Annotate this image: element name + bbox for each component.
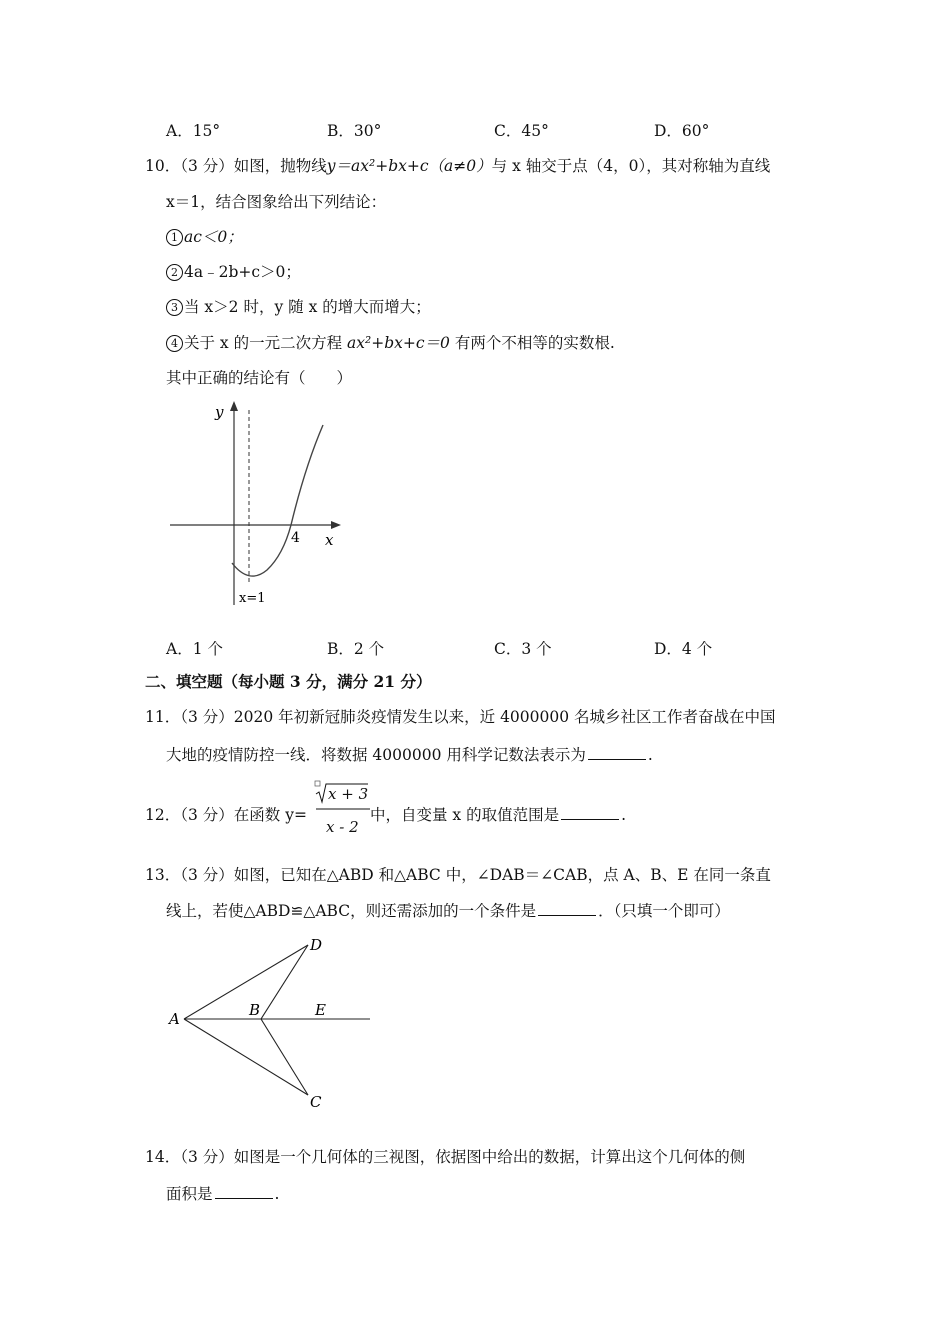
x-axis-arrow: [331, 521, 341, 529]
circle-number-1: 1: [166, 229, 183, 246]
q9-option-a: A．15°: [166, 122, 221, 140]
label-e: E: [315, 1001, 326, 1019]
segment-bd: [261, 945, 308, 1019]
label-a: A: [169, 1010, 180, 1028]
q14-line2: 面积是 .: [166, 1185, 280, 1203]
circle-number-3: 3: [166, 299, 183, 316]
q12-denominator: x - 2: [326, 818, 359, 836]
q13-line1: 13．（3 分）如图，已知在△ABD 和△ABC 中，∠DAB＝∠CAB，点 A、B、E 在同一条直: [145, 866, 771, 884]
section-2-heading: 二、填空题（每小题 3 分，满分 21 分）: [145, 672, 432, 691]
answer-blank: [538, 901, 596, 916]
q10-conclusion-3: 3 当 x＞2 时，y 随 x 的增大而增大；: [166, 297, 431, 317]
q10-conclusion-4: 4 关于 x 的一元二次方程 ax²+bx+c＝0 有两个不相等的实数根.: [166, 333, 615, 353]
x-axis-label: x: [325, 531, 334, 549]
symmetry-axis-label: x=1: [239, 591, 266, 606]
segment-ad: [184, 945, 308, 1019]
q10-mid: 与 x 轴交于点（4，0），其对称轴为直线: [491, 157, 771, 175]
q14-line1: 14．（3 分）如图是一个几何体的三视图，依据图中给出的数据，计算出这个几何体的侧: [145, 1148, 746, 1166]
label-b: B: [249, 1001, 261, 1019]
q11-line1: 11．（3 分）2020 年初新冠肺炎疫情发生以来，近 4000000 名城乡社区工作者奋战在中国: [145, 708, 776, 726]
answer-blank: [588, 745, 646, 760]
q10-head: 10．（3 分）如图，抛物线: [145, 157, 327, 175]
q10-line1: [145, 156, 770, 176]
q10-option-a: A．1 个: [166, 640, 223, 658]
q10-conclusion-1: 1 ac＜0；: [166, 227, 243, 247]
q12-numerator: x + 3: [328, 785, 369, 803]
q11-line2: 大地的疫情防控一线．将数据 4000000 用科学记数法表示为 .: [166, 746, 653, 764]
q10-option-c: C．3 个: [494, 640, 552, 658]
y-axis-arrow: [230, 401, 238, 411]
label-c: C: [310, 1093, 322, 1111]
q10-conclusion-2: 2 4a﹣2b+c＞0；: [166, 262, 301, 282]
segment-ac: [184, 1019, 308, 1095]
segment-bc: [261, 1019, 308, 1095]
q10-option-b: B．2 个: [327, 640, 385, 658]
q12-fraction: [310, 780, 372, 842]
q12-post: 中，自变量 x 的取值范围是 .: [370, 806, 627, 824]
label-d: D: [310, 936, 323, 954]
answer-blank: [215, 1184, 273, 1199]
q10-equation: y＝ax²+bx+c（a≠0）: [326, 157, 492, 175]
q10-question: 其中正确的结论有（ ）: [166, 369, 353, 387]
q10-line2: x＝1，结合图象给出下列结论：: [166, 193, 387, 211]
q13-line2: 线上，若使△ABD≌△ABC，则还需添加的一个条件是 ．（只填一个即可）: [166, 902, 730, 920]
circle-number-2: 2: [166, 264, 183, 281]
y-axis-label: y: [215, 403, 224, 421]
answer-blank: [561, 805, 619, 820]
q12-pre: 12．（3 分）在函数 y=: [145, 806, 307, 824]
root-label: 4: [291, 530, 300, 546]
parabola-graph: [165, 395, 355, 610]
q9-option-b: B．30°: [327, 122, 382, 140]
parabola-curve: [232, 425, 323, 576]
triangle-diagram: [160, 930, 380, 1115]
q9-option-d: D．60°: [654, 122, 710, 140]
q9-option-c: C．45°: [494, 122, 549, 140]
q10-option-d: D．4 个: [654, 640, 713, 658]
circle-number-4: 4: [166, 335, 183, 352]
